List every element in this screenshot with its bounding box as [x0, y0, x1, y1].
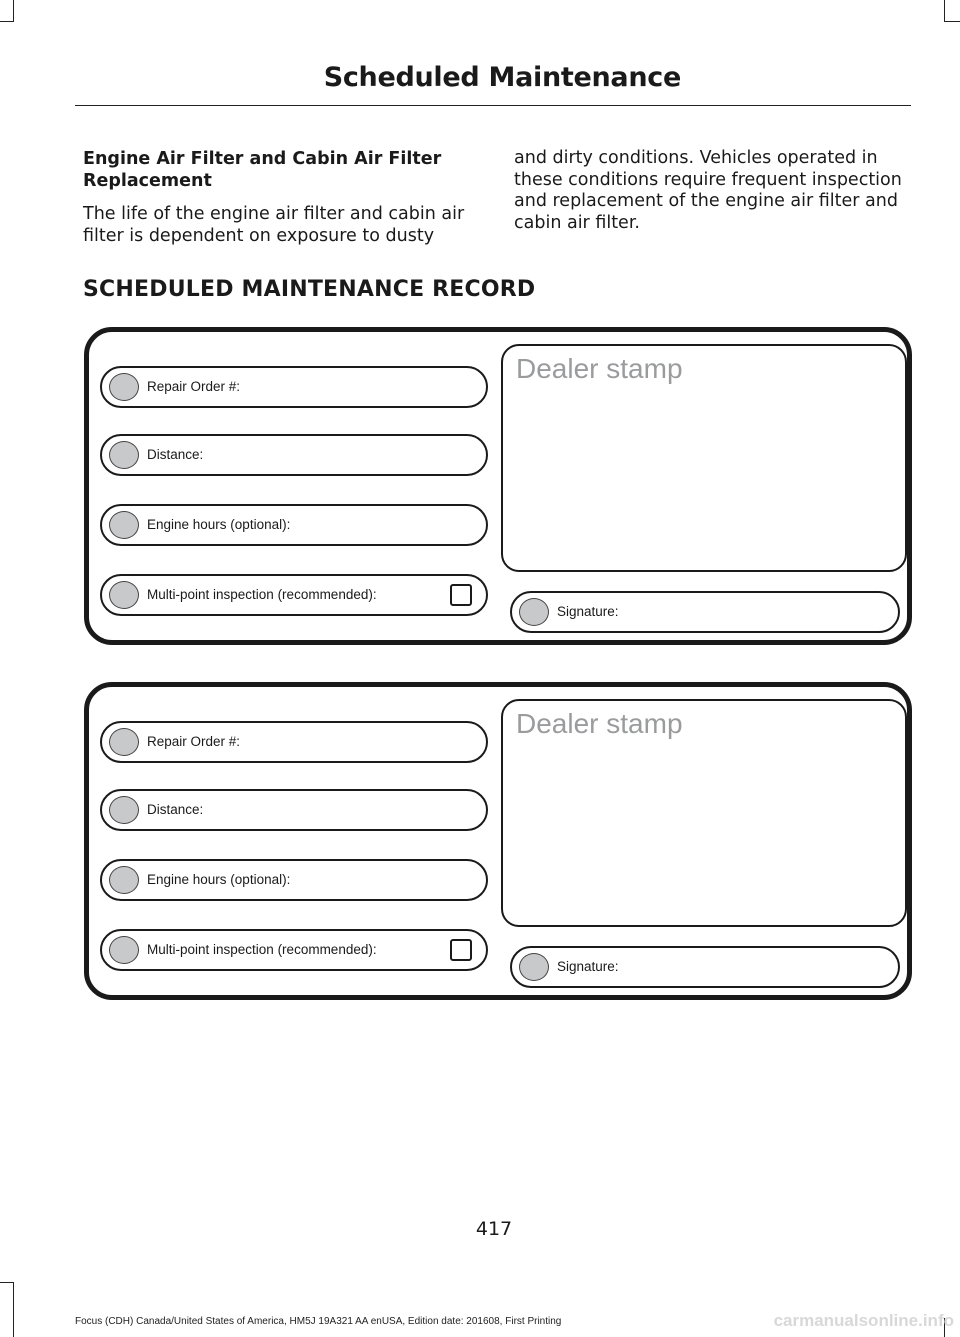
air-filter-paragraph-left: The life of the engine air filter and cabin air filter is dependent on exposure to dusty: [83, 204, 465, 246]
crop-mark-top-left-v: [13, 0, 14, 22]
page-number: 417: [475, 1218, 513, 1240]
engine-hours-field[interactable]: [100, 504, 488, 546]
repair-order-label: Repair Order #:: [147, 734, 241, 749]
watermark: carmanualsonline.info: [773, 1311, 954, 1330]
page-title: Scheduled Maintenance: [323, 62, 681, 93]
bullet-icon: [109, 511, 139, 539]
bullet-icon: [109, 373, 139, 401]
inspection-label: Multi-point inspection (recommended):: [147, 587, 377, 602]
title-divider: [75, 105, 911, 106]
right-column: [514, 148, 914, 234]
dealer-stamp-label: Dealer stamp: [516, 353, 683, 384]
air-filter-heading: Engine Air Filter and Cabin Air Filter Replacement: [83, 149, 442, 191]
edition-footer: Focus (CDH) Canada/United States of America, HM5J 19A321 AA enUSA, Edition date: 201608, First Printing: [75, 1316, 562, 1327]
crop-mark-bottom-left-h: [0, 1282, 14, 1283]
crop-mark-top-left-h: [0, 21, 14, 22]
distance-field[interactable]: [100, 434, 488, 476]
distance-label: Distance:: [147, 447, 204, 462]
maintenance-record-card: [84, 327, 912, 645]
distance-label: Distance:: [147, 802, 204, 817]
crop-mark-top-right-h: [944, 21, 960, 22]
inspection-field[interactable]: [100, 929, 488, 971]
repair-order-field[interactable]: [100, 366, 488, 408]
bullet-icon: [109, 796, 139, 824]
bullet-icon: [519, 953, 549, 981]
engine-hours-field[interactable]: [100, 859, 488, 901]
bullet-icon: [109, 866, 139, 894]
maintenance-record-heading: SCHEDULED MAINTENANCE RECORD: [83, 277, 536, 302]
distance-field[interactable]: [100, 789, 488, 831]
air-filter-paragraph-right: and dirty conditions. Vehicles operated in these conditions require frequent inspection and replacement of the engine air filter and cabin air filter.: [514, 148, 902, 233]
engine-hours-label: Engine hours (optional):: [147, 872, 291, 887]
inspection-label: Multi-point inspection (recommended):: [147, 942, 377, 957]
engine-hours-label: Engine hours (optional):: [147, 517, 291, 532]
bullet-icon: [109, 441, 139, 469]
maintenance-record-card: [84, 682, 912, 1000]
repair-order-field[interactable]: [100, 721, 488, 763]
inspection-field[interactable]: [100, 574, 488, 616]
inspection-checkbox[interactable]: [450, 939, 472, 961]
bullet-icon: [109, 581, 139, 609]
left-column: [83, 148, 478, 247]
repair-order-label: Repair Order #:: [147, 379, 241, 394]
bullet-icon: [519, 598, 549, 626]
signature-field[interactable]: [510, 946, 900, 988]
bullet-icon: [109, 728, 139, 756]
inspection-checkbox[interactable]: [450, 584, 472, 606]
dealer-stamp-label: Dealer stamp: [516, 708, 683, 739]
crop-mark-top-right-v: [944, 0, 945, 22]
signature-label: Signature:: [557, 604, 619, 619]
dealer-stamp-box: [501, 699, 907, 927]
bullet-icon: [109, 936, 139, 964]
dealer-stamp-box: [501, 344, 907, 572]
signature-field[interactable]: [510, 591, 900, 633]
crop-mark-bottom-left-v: [13, 1282, 14, 1337]
signature-label: Signature:: [557, 959, 619, 974]
